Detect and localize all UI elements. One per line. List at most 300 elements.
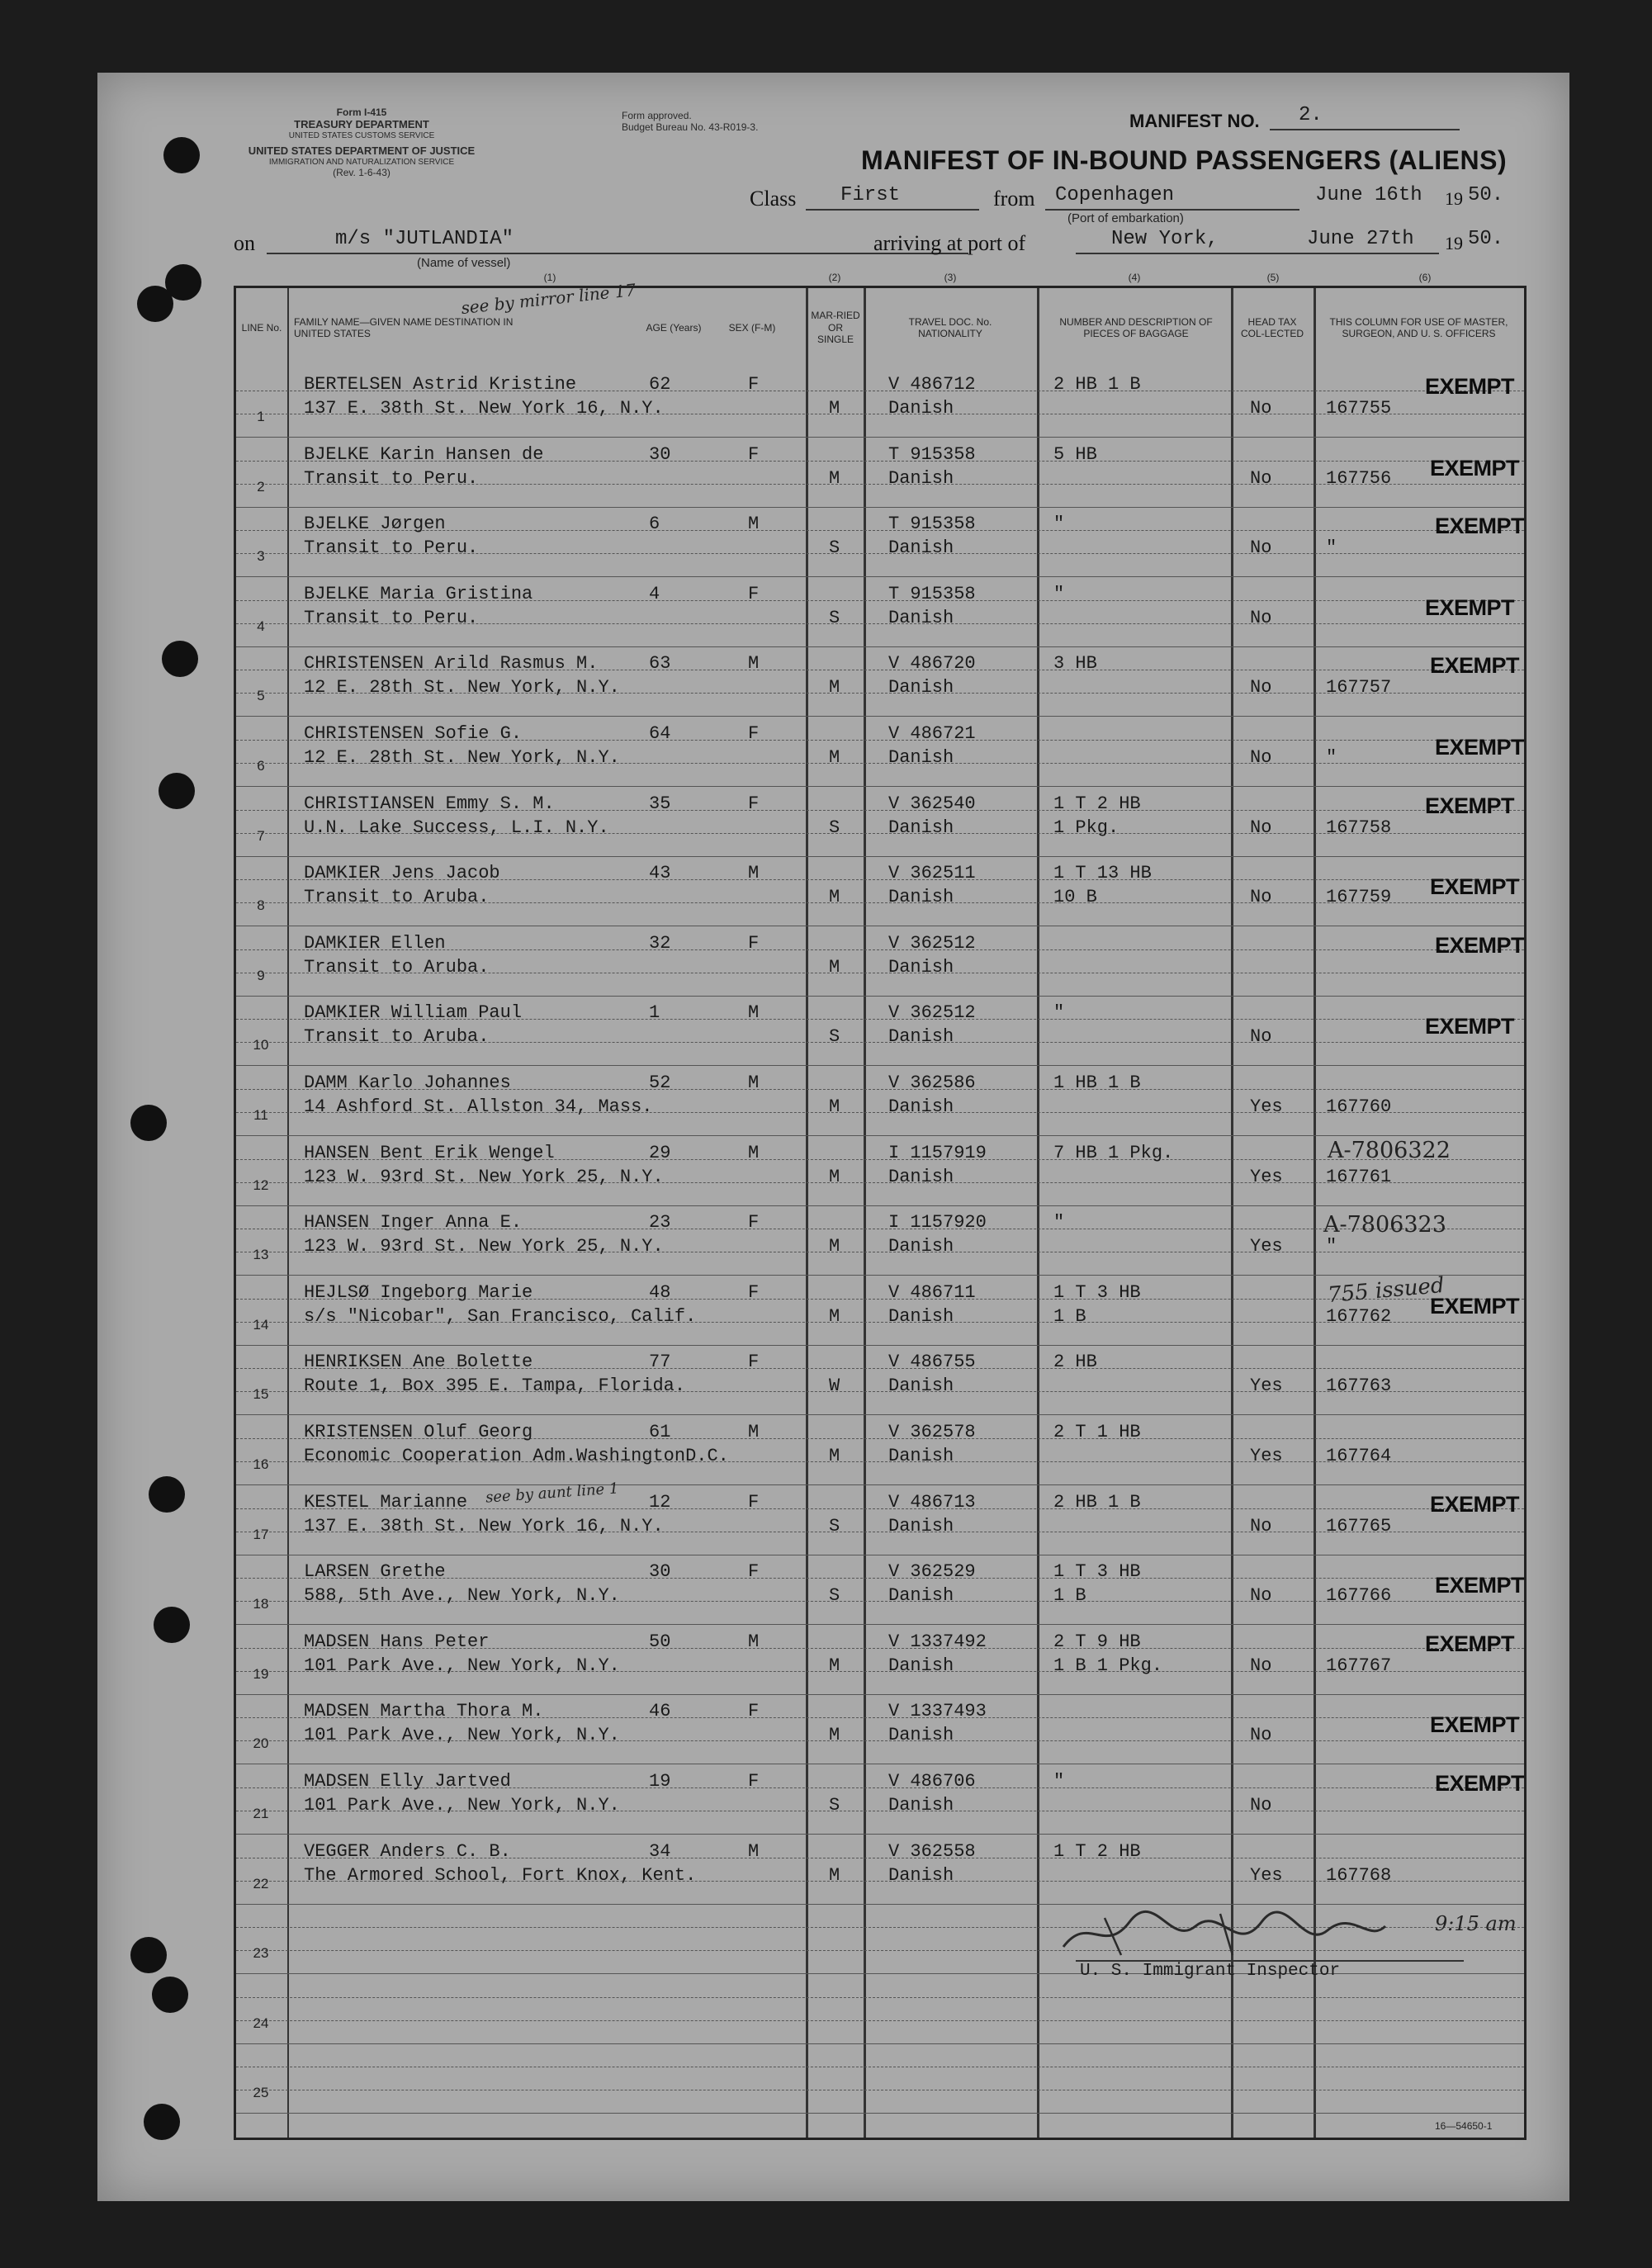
nationality: Danish: [888, 1864, 954, 1886]
passenger-age: 50: [649, 1631, 671, 1652]
line-number: 24: [253, 2015, 269, 2031]
line-number: 14: [253, 1316, 269, 1333]
exempt-stamp: EXEMPT: [1430, 455, 1520, 481]
arriving-label: arriving at port of: [873, 231, 1026, 255]
passenger-sex: F: [748, 932, 760, 954]
col-num-5: (5): [1266, 272, 1280, 283]
exempt-stamp: EXEMPT: [1425, 793, 1515, 818]
officer-ref-number: 167758: [1326, 817, 1392, 838]
passenger-age: 64: [649, 723, 671, 744]
col-num-3: (3): [944, 272, 957, 283]
nationality: Danish: [888, 1446, 954, 1466]
nationality: Danish: [888, 747, 954, 768]
punch-hole: [137, 286, 173, 322]
table-row: [236, 646, 1524, 716]
passenger-name: KRISTENSEN Oluf Georg: [304, 1422, 533, 1442]
punch-hole: [154, 1607, 190, 1643]
marital-status: S: [829, 537, 840, 559]
passenger-age: 4: [649, 583, 660, 604]
passenger-name: HANSEN Bent Erik Wengel: [304, 1142, 555, 1163]
passenger-destination: Transit to Aruba.: [304, 956, 490, 978]
passenger-sex: M: [748, 863, 760, 884]
passenger-age: 61: [649, 1422, 671, 1442]
line-number: 13: [253, 1247, 269, 1263]
passenger-destination: 123 W. 93rd St. New York 25, N.Y.: [304, 1166, 664, 1187]
passenger-sex: F: [748, 1701, 760, 1722]
passenger-age: 63: [649, 653, 671, 675]
nationality: Danish: [888, 1655, 954, 1676]
officer-ref-number: 167755: [1326, 398, 1392, 419]
head-tax: No: [1250, 1795, 1272, 1816]
baggage-line1: 1 HB 1 B: [1053, 1072, 1141, 1093]
table-row: [236, 996, 1524, 1065]
table-row: [236, 926, 1524, 996]
exempt-stamp: EXEMPT: [1430, 1712, 1520, 1738]
marital-status: W: [829, 1375, 840, 1397]
passenger-name: MADSEN Hans Peter: [304, 1631, 490, 1652]
revision: (Rev. 1-6-43): [333, 166, 391, 178]
line-number: 3: [257, 548, 265, 565]
table-row: [236, 1625, 1524, 1694]
punch-hole: [130, 1105, 167, 1141]
baggage-line1: 3 HB: [1053, 653, 1097, 675]
passenger-destination: Transit to Aruba.: [304, 1026, 490, 1048]
passenger-sex: M: [748, 514, 760, 535]
passenger-sex: F: [748, 374, 760, 395]
table-row: [236, 2043, 1524, 2113]
line-number: 23: [253, 1945, 269, 1962]
passenger-destination: Transit to Peru.: [304, 467, 479, 489]
head-tax: No: [1250, 887, 1272, 908]
exempt-stamp: EXEMPT: [1425, 594, 1515, 620]
time-note: 9:15 am: [1435, 1912, 1517, 1935]
head-tax: No: [1250, 1655, 1272, 1676]
travel-doc-number: V 362540: [888, 793, 976, 814]
line-number: 11: [253, 1107, 268, 1123]
passenger-name: DAMKIER William Paul: [304, 1002, 523, 1024]
head-tax: Yes: [1250, 1446, 1283, 1466]
exempt-stamp: EXEMPT: [1425, 374, 1515, 399]
depart-date: June 16th: [1315, 184, 1422, 206]
row-rule: [236, 2113, 1524, 2114]
manifest-no-underline: [1270, 129, 1460, 130]
officer-ref-number: 167759: [1326, 887, 1392, 908]
form-header-left: [230, 107, 494, 178]
marital-status: S: [829, 1585, 840, 1607]
travel-doc-number: V 486713: [888, 1491, 976, 1513]
travel-doc-number: V 486706: [888, 1771, 976, 1792]
baggage-line1: ": [1053, 1002, 1065, 1024]
passenger-name: DAMKIER Jens Jacob: [304, 863, 500, 884]
officer-ref-number: 167765: [1326, 1515, 1392, 1536]
passenger-age: 23: [649, 1212, 671, 1233]
exempt-stamp: EXEMPT: [1425, 1014, 1515, 1039]
passenger-destination: 137 E. 38th St. New York 16, N.Y.: [304, 398, 664, 419]
table-row: [236, 577, 1524, 646]
head-tax: No: [1250, 817, 1272, 838]
line-number: 21: [253, 1806, 269, 1821]
nationality: Danish: [888, 1375, 954, 1397]
table-row: [236, 507, 1524, 576]
passenger-name: DAMM Karlo Johannes: [304, 1072, 511, 1093]
baggage-line1: 1 T 2 HB: [1053, 1840, 1141, 1862]
passenger-sex: F: [748, 723, 760, 744]
passenger-destination: 101 Park Ave., New York, N.Y.: [304, 1795, 620, 1816]
exempt-stamp: EXEMPT: [1435, 514, 1525, 539]
line1-note: see by mirror line 17: [460, 279, 637, 319]
head-tax: No: [1250, 1026, 1272, 1048]
punch-hole: [144, 2104, 180, 2140]
punch-hole: [152, 1977, 188, 2013]
col-num-6: (6): [1418, 272, 1432, 283]
line-number: 6: [257, 758, 265, 774]
arrival-underline: [1076, 253, 1439, 254]
line-number: 18: [253, 1596, 269, 1612]
baggage-line2: 1 B: [1053, 1585, 1086, 1607]
nationality: Danish: [888, 398, 954, 419]
table-row: [236, 367, 1524, 437]
col-header-officers: THIS COLUMN FOR USE OF MASTER, SURGEON, AND U. S. OFFICERS: [1329, 315, 1508, 339]
marital-status: M: [829, 956, 840, 978]
nationality: Danish: [888, 1795, 954, 1816]
head-tax: No: [1250, 467, 1272, 489]
passenger-age: 35: [649, 793, 671, 814]
passenger-sex: M: [748, 653, 760, 675]
exempt-stamp: EXEMPT: [1430, 1293, 1520, 1319]
marital-status: M: [829, 1236, 840, 1257]
passenger-age: 12: [649, 1491, 671, 1513]
passenger-age: 6: [649, 514, 660, 535]
passenger-destination: 588, 5th Ave., New York, N.Y.: [304, 1585, 620, 1607]
on-label: on: [234, 231, 255, 255]
line-number: 8: [257, 897, 265, 914]
form-number: Form I-415: [336, 107, 387, 118]
col-header-married: MAR-RIED OR SINGLE: [811, 310, 860, 346]
punch-hole: [159, 773, 195, 809]
marital-status: M: [829, 1305, 840, 1327]
punch-hole: [130, 1937, 167, 1973]
port-embarkation-note: (Port of embarkation): [1067, 211, 1184, 225]
passenger-name: KESTEL Marianne: [304, 1491, 468, 1513]
line-number: 10: [253, 1037, 269, 1054]
travel-doc-number: V 362558: [888, 1840, 976, 1862]
nationality: Danish: [888, 1305, 954, 1327]
table-row: [236, 1694, 1524, 1764]
col-num-4: (4): [1128, 272, 1141, 283]
passenger-name: CHRISTENSEN Sofie G.: [304, 723, 523, 744]
line-number: 17: [253, 1526, 269, 1542]
marital-status: M: [829, 1166, 840, 1187]
table-row: [236, 787, 1524, 856]
nationality: Danish: [888, 817, 954, 838]
passenger-name: BERTELSEN Astrid Kristine: [304, 374, 577, 395]
baggage-line1: 1 T 2 HB: [1053, 793, 1141, 814]
ins-service: IMMIGRATION AND NATURALIZATION SERVICE: [268, 158, 455, 168]
nationality: Danish: [888, 956, 954, 978]
exempt-stamp: EXEMPT: [1430, 653, 1520, 679]
passenger-destination: 123 W. 93rd St. New York 25, N.Y.: [304, 1236, 664, 1257]
manifest-no-label: MANIFEST NO.: [1129, 111, 1260, 131]
passenger-sex: M: [748, 1002, 760, 1024]
head-tax: Yes: [1250, 1236, 1283, 1257]
passenger-age: 52: [649, 1072, 671, 1093]
officer-ref-number: ": [1326, 1236, 1337, 1257]
from-value: Copenhagen: [1055, 184, 1175, 206]
exempt-stamp: EXEMPT: [1435, 932, 1525, 958]
exempt-stamp: EXEMPT: [1425, 1631, 1515, 1656]
passenger-age: 62: [649, 374, 671, 395]
line-number: 19: [253, 1665, 269, 1682]
travel-doc-number: T 915358: [888, 583, 976, 604]
table-row: [236, 1066, 1524, 1135]
passenger-age: 32: [649, 932, 671, 954]
arrival-year-prefix: 19: [1445, 233, 1463, 253]
baggage-line1: 2 HB 1 B: [1053, 1491, 1141, 1513]
travel-doc-number: T 915358: [888, 514, 976, 535]
marital-status: M: [829, 887, 840, 908]
table-row: [236, 717, 1524, 786]
manifest-page: [97, 73, 1569, 2201]
passenger-destination: Route 1, Box 395 E. Tampa, Florida.: [304, 1375, 686, 1397]
baggage-line2: 1 B 1 Pkg.: [1053, 1655, 1163, 1676]
travel-doc-number: V 362529: [888, 1561, 976, 1583]
marital-status: S: [829, 817, 840, 838]
travel-doc-number: V 1337493: [888, 1701, 987, 1722]
col-header-sex: SEX (F-M): [728, 321, 776, 334]
table-row: [236, 856, 1524, 926]
head-tax: No: [1250, 1585, 1272, 1607]
passenger-name: LARSEN Grethe: [304, 1561, 446, 1583]
class-underline: [806, 209, 979, 211]
passenger-destination: U.N. Lake Success, L.I. N.Y.: [304, 817, 609, 838]
officer-ref-number: 167756: [1326, 467, 1392, 489]
nationality: Danish: [888, 677, 954, 698]
officer-ref-number: 167761: [1326, 1166, 1392, 1187]
passenger-sex: M: [748, 1142, 760, 1163]
travel-doc-number: V 486721: [888, 723, 976, 744]
head-tax: No: [1250, 398, 1272, 419]
punch-hole: [162, 641, 198, 677]
baggage-line2: 1 Pkg.: [1053, 817, 1119, 838]
col-header-age: AGE (Years): [646, 321, 702, 334]
justice-dept: UNITED STATES DEPARTMENT OF JUSTICE: [248, 144, 476, 158]
marital-status: M: [829, 1655, 840, 1676]
exempt-stamp: EXEMPT: [1430, 1491, 1520, 1517]
passenger-destination: Economic Cooperation Adm.WashingtonD.C.: [304, 1446, 729, 1466]
from-underline: [1045, 209, 1299, 211]
table-row: [236, 1415, 1524, 1484]
officer-ref-number: ": [1326, 537, 1337, 559]
nationality: Danish: [888, 1166, 954, 1187]
depart-year: 50.: [1468, 184, 1504, 206]
baggage-line1: ": [1053, 514, 1065, 535]
passenger-sex: F: [748, 1771, 760, 1792]
nationality: Danish: [888, 1236, 954, 1257]
travel-doc-number: V 362512: [888, 1002, 976, 1024]
baggage-line1: ": [1053, 1212, 1065, 1233]
travel-doc-number: V 486755: [888, 1352, 976, 1373]
passenger-sex: F: [748, 1352, 760, 1373]
alien-reg-13: A-7806323: [1323, 1212, 1446, 1238]
head-tax: No: [1250, 1725, 1272, 1746]
officer-ref-number: 167760: [1326, 1096, 1392, 1117]
line-number: 22: [253, 1875, 269, 1892]
inspector-label: U. S. Immigrant Inspector: [1080, 1962, 1341, 1981]
travel-doc-number: V 486711: [888, 1281, 976, 1303]
travel-doc-number: V 486720: [888, 653, 976, 675]
marital-status: M: [829, 677, 840, 698]
nationality: Danish: [888, 607, 954, 628]
passenger-sex: F: [748, 1491, 760, 1513]
head-tax: Yes: [1250, 1375, 1283, 1397]
travel-doc-number: V 362578: [888, 1422, 976, 1442]
nationality: Danish: [888, 467, 954, 489]
passenger-name: CHRISTIANSEN Emmy S. M.: [304, 793, 555, 814]
col-num-2: (2): [828, 272, 841, 283]
baggage-line1: ": [1053, 1771, 1065, 1792]
passenger-destination: Transit to Aruba.: [304, 887, 490, 908]
class-value: First: [840, 184, 901, 206]
officer-ref-number: 167764: [1326, 1446, 1392, 1466]
line-number: 1: [257, 409, 265, 424]
nationality: Danish: [888, 1515, 954, 1536]
line-number: 9: [257, 967, 265, 983]
issued-note-14: 755 issued: [1326, 1272, 1446, 1309]
passenger-age: 30: [649, 443, 671, 465]
line17-note: see by aunt line 1: [485, 1480, 620, 1507]
customs-service: UNITED STATES CUSTOMS SERVICE: [288, 130, 435, 140]
line-number: 16: [253, 1456, 269, 1472]
baggage-line1: 1 T 3 HB: [1053, 1281, 1141, 1303]
passenger-name: VEGGER Anders C. B.: [304, 1840, 511, 1862]
baggage-line2: 1 B: [1053, 1305, 1086, 1327]
vessel-note: (Name of vessel): [417, 256, 511, 270]
head-tax: No: [1250, 747, 1272, 768]
line-number: 12: [253, 1177, 269, 1193]
col-header-headtax: HEAD TAX COL-LECTED: [1240, 315, 1304, 339]
depart-year-prefix: 19: [1445, 188, 1463, 209]
passenger-destination: 101 Park Ave., New York, N.Y.: [304, 1655, 620, 1676]
approved-text: Form approved.: [622, 110, 692, 121]
baggage-line1: ": [1053, 583, 1065, 604]
passenger-name: HENRIKSEN Ane Bolette: [304, 1352, 533, 1373]
exempt-stamp: EXEMPT: [1435, 1573, 1525, 1598]
head-tax: Yes: [1250, 1166, 1283, 1187]
marital-status: M: [829, 398, 840, 419]
marital-status: S: [829, 1515, 840, 1536]
passenger-age: 34: [649, 1840, 671, 1862]
passenger-age: 30: [649, 1561, 671, 1583]
nationality: Danish: [888, 1585, 954, 1607]
head-tax: No: [1250, 607, 1272, 628]
exempt-stamp: EXEMPT: [1435, 1771, 1525, 1796]
budget-text: Budget Bureau No. 43-R019-3.: [622, 121, 759, 133]
table-row: [236, 1485, 1524, 1555]
passenger-name: BJELKE Jørgen: [304, 514, 446, 535]
baggage-line1: 2 HB 1 B: [1053, 374, 1141, 395]
passenger-sex: M: [748, 1072, 760, 1093]
manifest-no-value: 2.: [1299, 104, 1323, 126]
travel-doc-number: I 1157920: [888, 1212, 987, 1233]
officer-ref-number: ": [1326, 747, 1337, 768]
table-row: [236, 1974, 1524, 2043]
passenger-age: 19: [649, 1771, 671, 1792]
passenger-destination: The Armored School, Fort Knox, Kent.: [304, 1864, 697, 1886]
marital-status: M: [829, 467, 840, 489]
travel-doc-number: V 486712: [888, 374, 976, 395]
head-tax: No: [1250, 537, 1272, 559]
passenger-name: MADSEN Martha Thora M.: [304, 1701, 544, 1722]
passenger-name: MADSEN Elly Jartved: [304, 1771, 511, 1792]
baggage-line1: 1 T 3 HB: [1053, 1561, 1141, 1583]
baggage-line1: 2 T 9 HB: [1053, 1631, 1141, 1652]
passenger-sex: F: [748, 443, 760, 465]
nationality: Danish: [888, 537, 954, 559]
passenger-name: HEJLSØ Ingeborg Marie: [304, 1281, 533, 1303]
passenger-age: 77: [649, 1352, 671, 1373]
travel-doc-number: V 362511: [888, 863, 976, 884]
passenger-destination: Transit to Peru.: [304, 607, 479, 628]
passenger-name: BJELKE Karin Hansen de: [304, 443, 544, 465]
head-tax: No: [1250, 1515, 1272, 1536]
travel-doc-number: V 1337492: [888, 1631, 987, 1652]
passenger-sex: F: [748, 583, 760, 604]
arrival-port: New York,: [1111, 228, 1219, 250]
head-tax: No: [1250, 677, 1272, 698]
table-row: [236, 1345, 1524, 1414]
col-header-line: LINE No.: [241, 321, 282, 334]
passenger-name: DAMKIER Ellen: [304, 932, 446, 954]
treasury-dept: TREASURY DEPARTMENT: [294, 117, 429, 130]
from-label: from: [993, 187, 1035, 211]
nationality: Danish: [888, 1026, 954, 1048]
passenger-destination: 12 E. 28th St. New York, N.Y.: [304, 747, 620, 768]
table-row: [236, 1835, 1524, 1904]
col-header-travel: TRAVEL DOC. No. NATIONALITY: [908, 315, 992, 339]
baggage-line1: 2 HB: [1053, 1352, 1097, 1373]
head-tax: Yes: [1250, 1096, 1283, 1117]
marital-status: M: [829, 1725, 840, 1746]
arrival-year: 50.: [1468, 228, 1504, 250]
passenger-sex: M: [748, 1422, 760, 1442]
passenger-sex: F: [748, 793, 760, 814]
baggage-line2: 10 B: [1053, 887, 1097, 908]
line-number: 2: [257, 478, 265, 495]
passenger-age: 43: [649, 863, 671, 884]
baggage-line1: 5 HB: [1053, 443, 1097, 465]
row-rule: [236, 2020, 1524, 2021]
passenger-age: 1: [649, 1002, 660, 1024]
officer-ref-number: 167762: [1326, 1305, 1392, 1327]
col-header-name: FAMILY NAME—GIVEN NAME DESTINATION IN UNITED STATES: [294, 315, 514, 339]
passenger-sex: F: [748, 1212, 760, 1233]
passenger-destination: s/s "Nicobar", San Francisco, Calif.: [304, 1305, 697, 1327]
passenger-age: 46: [649, 1701, 671, 1722]
baggage-line1: 7 HB 1 Pkg.: [1053, 1142, 1174, 1163]
line-number: 15: [253, 1386, 269, 1403]
table-row: [236, 1555, 1524, 1624]
baggage-line1: 2 T 1 HB: [1053, 1422, 1141, 1442]
passenger-destination: Transit to Peru.: [304, 537, 479, 559]
nationality: Danish: [888, 887, 954, 908]
passenger-name: HANSEN Inger Anna E.: [304, 1212, 523, 1233]
travel-doc-number: T 915358: [888, 443, 976, 465]
footer-code: 16—54650-1: [1435, 2120, 1493, 2132]
line-number: 7: [257, 827, 265, 844]
form-approved: [622, 111, 758, 134]
baggage-line1: 1 T 13 HB: [1053, 863, 1152, 884]
officer-ref-number: 167763: [1326, 1375, 1392, 1397]
